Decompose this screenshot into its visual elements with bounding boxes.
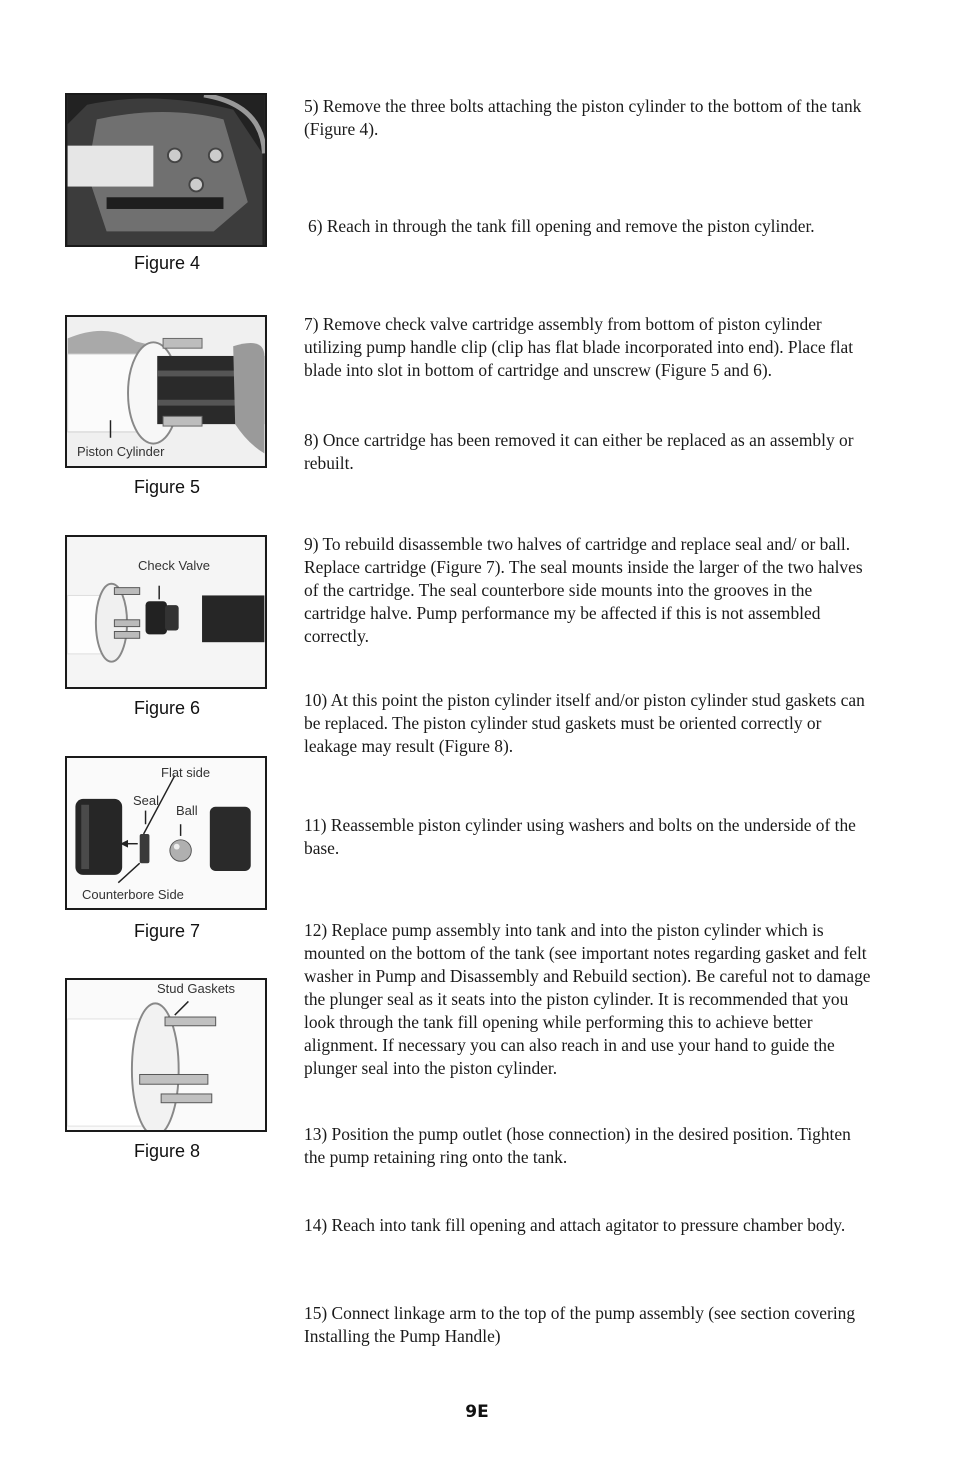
figure-8-image [67, 980, 265, 1130]
seal-label: Seal [133, 793, 160, 808]
step-9: 9) To rebuild disassemble two halves of cartridge and replace seal and/ or ball. Replace cartridge (Figure 7). The seal mounts inside the larger of the two halves of the cartridge. The seal counterbore side mounts into the grooves in the cartridge halve. Pump performance my be affected if this is not assembled correctly. [304, 534, 863, 646]
step-12: 12) Replace pump assembly into tank and into the piston cylinder which is mounted on the bottom of the tank (see important notes regarding gasket and felt washer in Pump and Disassembly and Rebuild section). Be careful not to damage the plunger seal as it seats into the piston cylinder. It is recommended that you look through the tank fill opening while performing this to achieve better alignment. If necessary you can also reach in and use your hand to guide the plunger seal into the piston cylinder. [304, 920, 871, 1078]
ball-label: Ball [176, 803, 198, 818]
step-11: 11) Reassemble piston cylinder using washers and bolts on the underside of the base. [304, 815, 856, 858]
figure-4-photo [65, 93, 267, 247]
figure-7-image [67, 758, 265, 908]
step-5: 5) Remove the three bolts attaching the piston cylinder to the bottom of the tank (Figure 4). [304, 96, 862, 139]
page-number: 9E [465, 1402, 489, 1422]
step-13: 13) Position the pump outlet (hose connection) in the desired position. Tighten the pump retaining ring onto the tank. [304, 1124, 851, 1167]
figure-5-caption: Figure 5 [133, 477, 201, 497]
flat-side-label: Flat side [161, 765, 211, 780]
step-6: 6) Reach in through the tank fill opening and remove the piston cylinder. [308, 216, 815, 236]
piston-cylinder-label: Piston Cylinder [77, 444, 165, 459]
step-10: 10) At this point the piston cylinder itself and/or piston cylinder stud gaskets can be replaced. The piston cylinder stud gaskets must be oriented correctly or leakage may result (Figure 8). [304, 690, 865, 756]
stud-gaskets-label: Stud Gaskets [157, 981, 236, 996]
figure-6-caption: Figure 6 [133, 698, 201, 718]
check-valve-label: Check Valve [138, 558, 211, 573]
counterbore-side-label: Counterbore Side [82, 887, 184, 902]
step-15: 15) Connect linkage arm to the top of the pump assembly (see section covering Installing the Pump Handle) [304, 1303, 856, 1346]
figure-8-photo [65, 978, 267, 1132]
figure-4-caption: Figure 4 [133, 253, 201, 273]
step-8: 8) Once cartridge has been removed it can either be replaced as an assembly or rebuilt. [304, 430, 854, 473]
step-7: 7) Remove check valve cartridge assembly from bottom of piston cylinder utilizing pump handle clip (clip has flat blade incorporated into end). Place flat blade into slot in bottom of cartridge and unscrew (Figure 5 and 6). [304, 314, 854, 380]
figure-7-caption: Figure 7 [133, 921, 201, 941]
step-14: 14) Reach into tank fill opening and attach agitator to pressure chamber body. [304, 1215, 846, 1235]
figure-4-image [67, 95, 265, 245]
figure-8-caption: Figure 8 [133, 1141, 201, 1161]
